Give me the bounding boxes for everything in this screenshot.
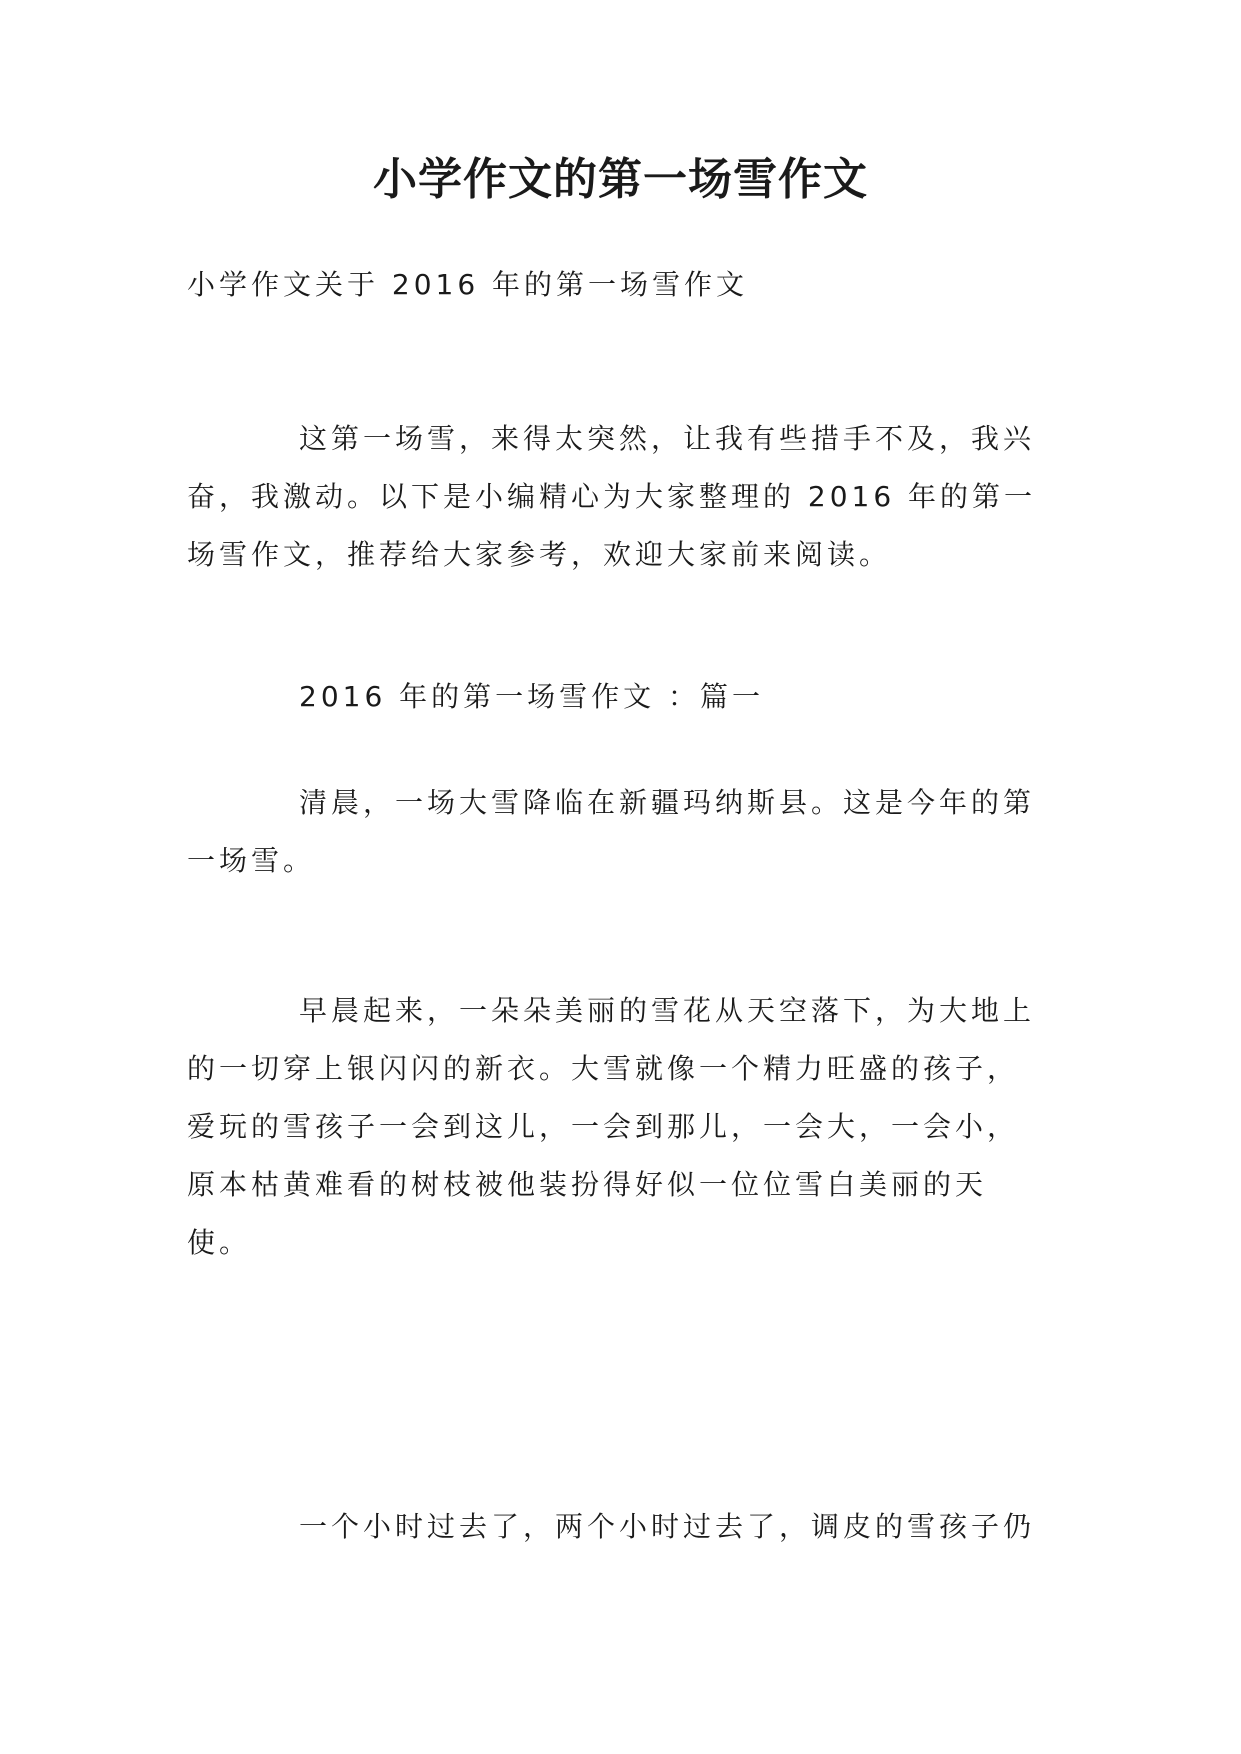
- paragraph-line: 的一切穿上银闪闪的新衣。大雪就像一个精力旺盛的孩子，: [187, 1052, 1020, 1085]
- paragraph-line: 一个小时过去了，两个小时过去了，调皮的雪孩子仍: [299, 1510, 1036, 1543]
- document-title: 小学作文的第一场雪作文: [373, 154, 868, 205]
- paragraph-2: [187, 982, 1057, 1272]
- paragraph-line: 早晨起来，一朵朵美丽的雪花从天空落下，为大地上: [299, 994, 1036, 1027]
- paragraph-3: [187, 1498, 1057, 1556]
- paragraph-line: 使。: [187, 1226, 252, 1259]
- section-heading: [187, 668, 1057, 726]
- intro-paragraph: [187, 410, 1057, 584]
- subtitle: [187, 256, 1057, 314]
- section-heading-line: 2016 年的第一场雪作文 ：篇一: [299, 680, 765, 713]
- paragraph-line: 原本枯黄难看的树枝被他装扮得好似一位位雪白美丽的天: [187, 1168, 988, 1201]
- paragraph-line: 奋，我激动。以下是小编精心为大家整理的 2016 年的第一: [187, 480, 1037, 513]
- paragraph-1: [187, 774, 1057, 890]
- paragraph-line: 这第一场雪，来得太突然，让我有些措手不及，我兴: [299, 422, 1036, 455]
- subtitle-line: 小学作文关于 2016 年的第一场雪作文: [187, 268, 749, 301]
- paragraph-line: 场雪作文，推荐给大家参考，欢迎大家前来阅读。: [187, 538, 892, 571]
- paragraph-line: 一场雪。: [187, 844, 316, 877]
- paragraph-line: 爱玩的雪孩子一会到这儿，一会到那儿，一会大，一会小，: [187, 1110, 1020, 1143]
- paragraph-line: 清晨，一场大雪降临在新疆玛纳斯县。这是今年的第: [299, 786, 1036, 819]
